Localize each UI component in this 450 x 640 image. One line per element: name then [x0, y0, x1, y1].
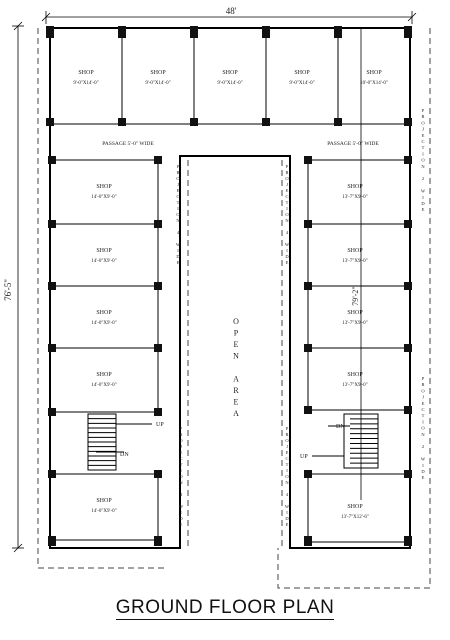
- projection-letter: 4: [285, 230, 289, 235]
- projection-letter: T: [421, 413, 425, 419]
- right-depth-label: 79'-2": [351, 286, 360, 306]
- projection-label-edge-lower: [421, 376, 426, 480]
- projection-letter: 4: [176, 230, 180, 235]
- shop-left-4-size: 14'-0"X9'-0": [91, 383, 117, 388]
- shop-top-1-name: SHOP: [78, 70, 94, 76]
- projection-letter: J: [286, 182, 288, 187]
- left-staircase: [88, 414, 164, 470]
- column: [404, 118, 412, 126]
- projection-letter: W: [178, 504, 184, 509]
- projection-letter: R: [285, 432, 289, 437]
- stair-dn-label-left: DN: [120, 452, 129, 458]
- shop-right-1-size: 13'-7"X9'-0": [342, 195, 368, 200]
- projection-letter: R: [421, 382, 425, 388]
- open-area-letter: N: [233, 351, 239, 361]
- shop-right-1-name: SHOP: [347, 184, 363, 190]
- projection-letter: N: [176, 218, 180, 223]
- shop-top-5-size: 10'-0"X14'-0": [360, 81, 388, 86]
- projection-letter: D: [285, 516, 289, 521]
- projection-letter: D: [421, 201, 425, 206]
- right-staircase: [300, 414, 378, 468]
- projection-letter: E: [285, 522, 289, 527]
- projection-letter: I: [286, 468, 288, 473]
- column: [404, 344, 412, 352]
- column: [48, 220, 56, 228]
- shop-right-4-size: 13'-7"X9'-0": [342, 383, 368, 388]
- projection-letter: O: [179, 474, 183, 479]
- column: [304, 536, 312, 546]
- shop-top-5-name: SHOP: [366, 70, 382, 76]
- depth-dimension: [3, 22, 24, 552]
- shop-left-4-name: SHOP: [96, 372, 112, 378]
- projection-letter: 2: [421, 176, 425, 182]
- projection-letter: I: [177, 248, 179, 253]
- column: [154, 470, 162, 478]
- projection-letter: R: [179, 432, 183, 437]
- projection-letter: D: [176, 254, 180, 259]
- projection-letter: I: [422, 419, 424, 425]
- projection-letter: D: [179, 516, 183, 521]
- projection-letter: E: [285, 450, 289, 455]
- shop-left-2-size: 14'-0"X9'-0": [91, 259, 117, 264]
- projection-outline: [38, 28, 430, 588]
- shop-top-3-size: 9'-0"X14'-0": [217, 81, 243, 86]
- shop-top-2-name: SHOP: [150, 70, 166, 76]
- stair-up-label-left: UP: [156, 422, 164, 428]
- open-area-label: [233, 317, 239, 418]
- column: [404, 26, 412, 38]
- projection-letter: O: [179, 438, 183, 443]
- column: [334, 26, 342, 38]
- projection-letter: T: [179, 462, 183, 467]
- column: [304, 406, 312, 414]
- shop-left-2-name: SHOP: [96, 248, 112, 254]
- projection-letter: E: [421, 475, 425, 481]
- shop-left-3-size: 14'-0"X9'-0": [91, 321, 117, 326]
- projection-letter: O: [421, 425, 425, 431]
- projection-letter: J: [422, 126, 424, 132]
- column: [404, 470, 412, 478]
- column: [262, 26, 270, 38]
- projection-letter: 4: [179, 492, 183, 497]
- projection-letter: J: [286, 444, 288, 449]
- projection-letter: I: [180, 468, 182, 473]
- projection-letter: P: [179, 426, 183, 431]
- shop-top-3-name: SHOP: [222, 70, 238, 76]
- top-shops: [50, 28, 410, 124]
- passage-right-label: PASSAGE 5'-0" WIDE: [327, 141, 379, 147]
- projection-letter: I: [286, 510, 288, 515]
- width-dimension: [42, 6, 416, 24]
- column: [404, 536, 412, 546]
- projection-letter: P: [421, 376, 425, 381]
- plan-title-text: GROUND FLOOR PLAN: [115, 597, 335, 618]
- projection-letter: O: [421, 120, 425, 126]
- projection-letter: I: [422, 151, 424, 157]
- projection-letter: I: [422, 194, 424, 200]
- projection-letter: W: [420, 456, 426, 462]
- projection-letter: D: [421, 469, 425, 474]
- projection-letter: E: [176, 260, 180, 265]
- column: [262, 118, 270, 126]
- projection-letter: C: [179, 456, 183, 461]
- projection-letter: W: [175, 242, 181, 247]
- projection-letter: R: [421, 114, 425, 120]
- shop-left-5-size: 14'-0"X9'-0": [91, 509, 117, 514]
- projection-letter: O: [421, 157, 425, 163]
- projection-letter: E: [176, 188, 180, 193]
- projection-letter: E: [179, 522, 183, 527]
- projection-label-edge-upper: [421, 108, 426, 212]
- shop-top-4-size: 9'-0"X14'-0": [289, 81, 315, 86]
- column: [304, 220, 312, 228]
- projection-letter: J: [180, 444, 182, 449]
- projection-letter: C: [176, 194, 180, 199]
- open-area-letter: A: [233, 374, 239, 384]
- column: [46, 118, 54, 126]
- open-area-letter: E: [233, 397, 239, 407]
- projection-letter: I: [180, 510, 182, 515]
- open-area-letter: E: [233, 340, 239, 349]
- column: [334, 118, 342, 126]
- projection-letter: E: [421, 400, 425, 406]
- column: [48, 470, 56, 478]
- projection-label-left-lower: [179, 426, 184, 527]
- projection-letter: O: [285, 474, 289, 479]
- projection-letter: J: [177, 182, 179, 187]
- open-area-letter: O: [233, 317, 239, 326]
- shop-right-5-name: SHOP: [347, 504, 363, 510]
- shop-left-5-name: SHOP: [96, 498, 112, 504]
- projection-letter: P: [421, 108, 425, 113]
- projection-letter: D: [285, 254, 289, 259]
- projection-letter: E: [285, 188, 289, 193]
- projection-letter: C: [421, 407, 425, 412]
- projection-letter: E: [285, 260, 289, 265]
- projection-letter: P: [176, 164, 180, 169]
- shop-top-4-name: SHOP: [294, 70, 310, 76]
- projection-letter: N: [285, 480, 289, 485]
- projection-letter: E: [179, 450, 183, 455]
- projection-letter: E: [421, 132, 425, 138]
- stair-dn-label-right: DN: [336, 424, 345, 430]
- column: [48, 536, 56, 546]
- projection-letter: O: [285, 176, 289, 181]
- column: [304, 344, 312, 352]
- projection-letter: W: [284, 242, 290, 247]
- projection-letter: W: [420, 188, 426, 194]
- projection-letter: N: [421, 431, 425, 437]
- projection-letter: P: [285, 426, 289, 431]
- passage-left-label: PASSAGE 5'-0" WIDE: [102, 141, 154, 147]
- column: [48, 156, 56, 164]
- overall-width-label: 48': [225, 6, 237, 16]
- left-shops: [50, 160, 158, 540]
- column: [48, 282, 56, 290]
- shop-right-3-size: 13'-7"X9'-0": [342, 321, 368, 326]
- shop-left-3-name: SHOP: [96, 310, 112, 316]
- column: [48, 344, 56, 352]
- projection-letter: T: [285, 462, 289, 467]
- projection-letter: C: [285, 194, 289, 199]
- column: [404, 156, 412, 164]
- projection-letter: O: [285, 212, 289, 217]
- projection-letter: N: [285, 218, 289, 223]
- projection-letter: I: [286, 206, 288, 211]
- column: [118, 26, 126, 38]
- projection-letter: I: [422, 462, 424, 468]
- column: [154, 220, 162, 228]
- shop-left-1-name: SHOP: [96, 184, 112, 190]
- shop-left-1-size: 14'-0"X9'-0": [91, 195, 117, 200]
- column: [404, 282, 412, 290]
- projection-letter: C: [285, 456, 289, 461]
- projection-letter: O: [421, 388, 425, 394]
- projection-letter: J: [422, 394, 424, 400]
- projection-letter: 4: [285, 492, 289, 497]
- projection-letter: 2: [421, 444, 425, 450]
- projection-letter: R: [285, 170, 289, 175]
- stair-up-label-right: UP: [300, 454, 308, 460]
- column: [46, 26, 54, 38]
- projection-letter: I: [286, 248, 288, 253]
- column: [154, 536, 162, 546]
- projection-letter: T: [285, 200, 289, 205]
- right-shops: [308, 160, 410, 542]
- open-area-letter: P: [233, 328, 239, 338]
- projection-letter: C: [421, 139, 425, 144]
- projection-letter: T: [421, 145, 425, 151]
- column: [48, 408, 56, 416]
- column: [154, 344, 162, 352]
- projection-letter: O: [176, 212, 180, 217]
- column: [154, 156, 162, 164]
- projection-letter: I: [177, 206, 179, 211]
- column: [190, 26, 198, 38]
- shop-right-3-name: SHOP: [347, 310, 363, 316]
- projection-letter: P: [285, 164, 289, 169]
- projection-letter: W: [284, 504, 290, 509]
- overall-depth-label: 76'-5": [3, 279, 13, 301]
- projection-letter: N: [421, 163, 425, 169]
- shop-right-5-size: 13'-7"X12'-6": [341, 515, 369, 520]
- shop-top-1-size: 9'-0"X14'-0": [73, 81, 99, 86]
- projection-letter: T: [176, 200, 180, 205]
- projection-letter: E: [421, 207, 425, 213]
- column: [304, 470, 312, 478]
- column: [304, 156, 312, 164]
- plan-title: [0, 597, 450, 619]
- column: [404, 220, 412, 228]
- projection-letter: O: [285, 438, 289, 443]
- column: [154, 408, 162, 416]
- column: [154, 282, 162, 290]
- column: [404, 406, 412, 414]
- projection-letter: O: [176, 176, 180, 181]
- open-area-letter: A: [233, 409, 239, 418]
- open-area-letter: R: [233, 386, 239, 395]
- column: [118, 118, 126, 126]
- projection-letter: R: [176, 170, 180, 175]
- shop-right-4-name: SHOP: [347, 372, 363, 378]
- shop-right-2-size: 13'-7"X9'-0": [342, 259, 368, 264]
- column: [304, 282, 312, 290]
- projection-letter: N: [179, 480, 183, 485]
- shop-top-2-size: 9'-0"X14'-0": [145, 81, 171, 86]
- column: [190, 118, 198, 126]
- shop-right-2-name: SHOP: [347, 248, 363, 254]
